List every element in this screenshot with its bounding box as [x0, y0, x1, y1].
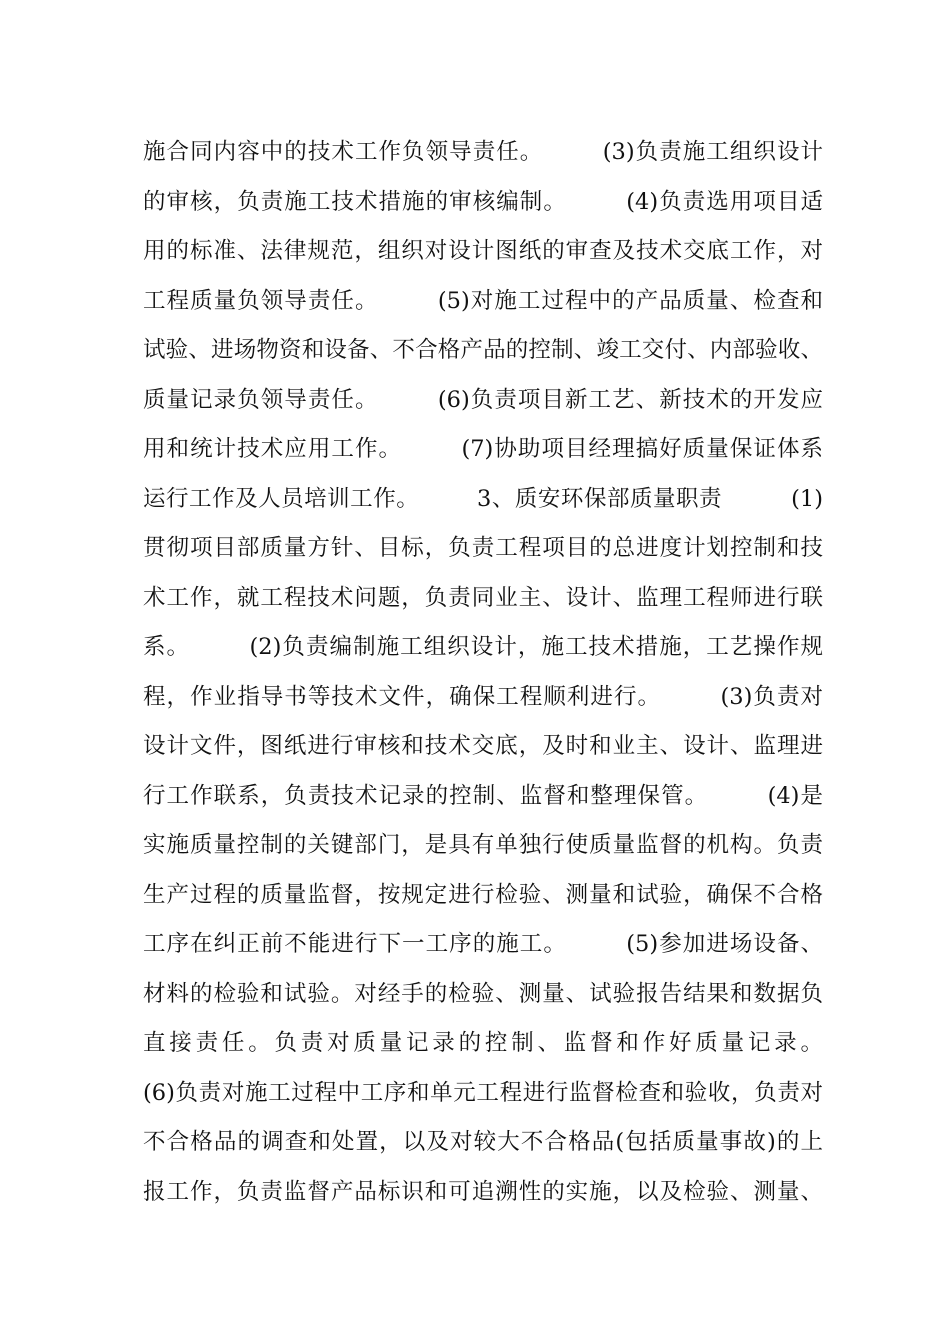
text-line: 实施质量控制的关键部门，是具有单独行使质量监督的机构。负责 — [143, 832, 823, 858]
text-line: 不合格品的调查和处置，以及对较大不合格品(包括质量事故)的上 — [143, 1129, 823, 1155]
text-line: 材料的检验和试验。对经手的检验、测量、试验报告结果和数据负 — [143, 980, 823, 1007]
text-line: 质量记录负领导责任。 (6)负责项目新工艺、新技术的开发应 — [143, 386, 823, 413]
text-line: 工程质量负领导责任。 (5)对施工过程中的产品质量、检查和 — [143, 287, 823, 314]
text-line: 工序在纠正前不能进行下一工序的施工。 (5)参加进场设备、 — [143, 931, 823, 957]
text-line: 行工作联系，负责技术记录的控制、监督和整理保管。 (4)是 — [143, 782, 823, 809]
text-line: 贯彻项目部质量方针、目标，负责工程项目的总进度计划控制和技 — [143, 535, 823, 561]
text-line: 用和统计技术应用工作。 (7)协助项目经理搞好质量保证体系 — [143, 436, 823, 462]
text-line: 报工作，负责监督产品标识和可追溯性的实施，以及检验、测量、 — [143, 1178, 823, 1205]
text-line: 术工作，就工程技术问题，负责同业主、设计、监理工程师进行联 — [143, 584, 823, 611]
text-line: 施合同内容中的技术工作负领导责任。 (3)负责施工组织设计 — [143, 139, 823, 165]
text-line: 生产过程的质量监督，按规定进行检验、测量和试验，确保不合格 — [143, 881, 823, 908]
text-line: (6)负责对施工过程中工序和单元工程进行监督检查和验收，负责对 — [143, 1079, 823, 1106]
text-line: 系。 (2)负责编制施工组织设计，施工技术措施，工艺操作规 — [143, 634, 823, 660]
body-text — [143, 128, 823, 1217]
text-line: 运行工作及人员培训工作。 3、质安环保部质量职责 (1) — [143, 485, 823, 512]
text-line: 直接责任。负责对质量记录的控制、监督和作好质量记录。 — [143, 1030, 823, 1056]
text-line: 试验、进场物资和设备、不合格产品的控制、竣工交付、内部验收、 — [143, 337, 823, 363]
text-line: 的审核，负责施工技术措施的审核编制。 (4)负责选用项目适 — [143, 188, 823, 215]
text-line: 用的标准、法律规范，组织对设计图纸的审查及技术交底工作，对 — [143, 238, 823, 264]
text-line: 设计文件，图纸进行审核和技术交底，及时和业主、设计、监理进 — [143, 733, 823, 759]
text-line: 程，作业指导书等技术文件，确保工程顺利进行。 (3)负责对 — [143, 683, 823, 710]
